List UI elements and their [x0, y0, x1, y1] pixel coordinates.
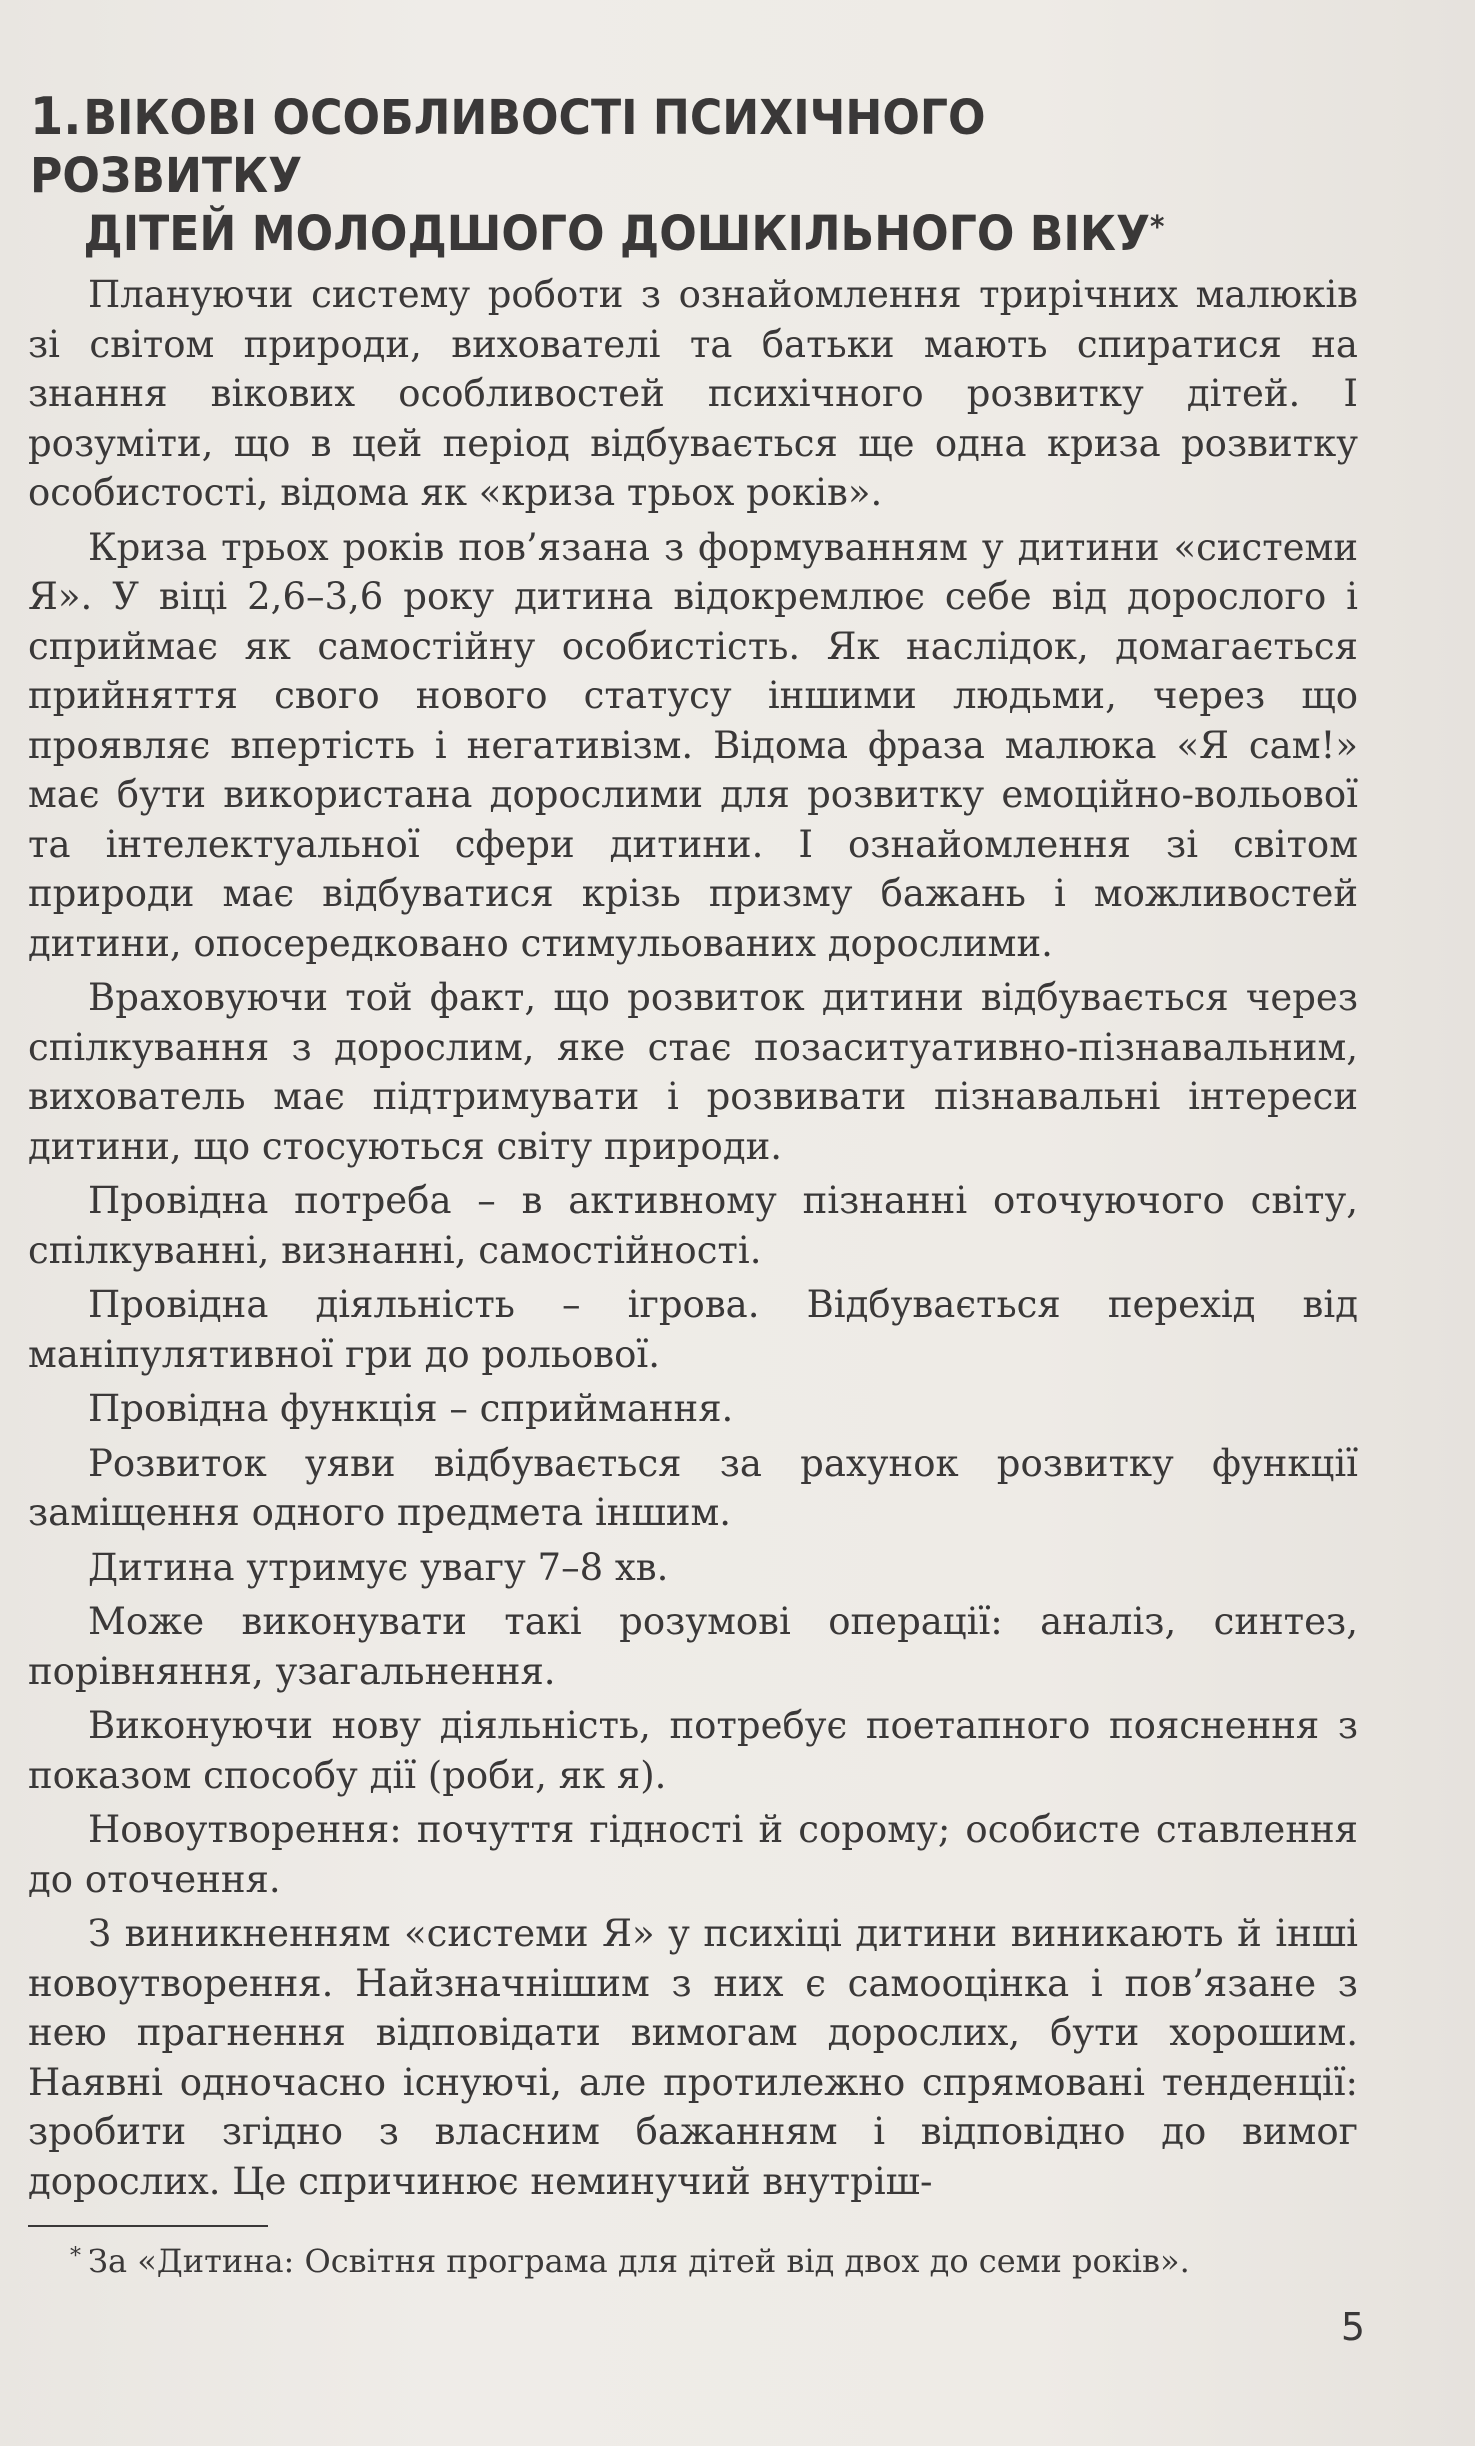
- footnote: [70, 2240, 1363, 2282]
- footnote-mark: *: [70, 2244, 81, 2269]
- paragraph-9: Може виконувати такі розумові операції: аналіз, синтез, порівняння, узагальнення.: [28, 1600, 1358, 1693]
- paragraph-7: Розвиток уяви відбувається за рахунок розвитку функції заміщення одного предмета іншим.: [28, 1441, 1358, 1534]
- heading-footnote-mark: *: [1149, 210, 1165, 245]
- body-text: [28, 270, 1358, 2211]
- paragraph-3: Враховуючи той факт, що розвиток дитини відбувається через спілкування з дорослим, яке стає позаситуативно-пізнавальним, вихователь має підтримувати і розвивати пізнавальні інтереси дитини, що стосуються світу природи.: [28, 976, 1358, 1168]
- chapter-number: 1.: [30, 87, 82, 147]
- page-number: 5: [1340, 2305, 1365, 2349]
- chapter-title-line-2: ДІТЕЙ МОЛОДШОГО ДОШКІЛЬНОГО ВІКУ: [83, 206, 1150, 262]
- paragraph-5: Провідна діяльність – ігрова. Відбувається перехід від маніпулятивної гри до рольової.: [28, 1283, 1358, 1376]
- paragraph-1: Плануючи систему роботи з ознайомлення трирічних малюків зі світом природи, вихователі та батьки мають спиратися на знання вікових особливостей психічного розвитку дітей. І розуміти, що в цей період відбувається ще одна криза розвитку особистості, відома як «криза трьох років».: [28, 273, 1358, 514]
- paragraph-10: Виконуючи нову діяльність, потребує поетапного пояснення з показом способу дії (роби, як я).: [28, 1704, 1358, 1797]
- paragraph-12: З виникненням «системи Я» у психіці дитини виникають й інші новоутворення. Найзначнішим з них є самооцінка і пов’язане з нею прагнення відповідати вимогам дорослих, бути хорошим. Наявні одночасно існуючі, але протилежно спрямовані тенденції: зробити згідно з власним бажанням і відповідно до вимог дорослих. Це спричинює неминучий внутріш-: [28, 1912, 1358, 2203]
- paragraph-6: Провідна функція – сприймання.: [88, 1387, 734, 1430]
- footnote-text: За «Дитина: Освітня програма для дітей від двох до семи років».: [88, 2242, 1190, 2280]
- chapter-heading: [30, 88, 1254, 263]
- footnote-divider: [28, 2225, 268, 2227]
- paragraph-4: Провідна потреба – в активному пізнанні оточуючого світу, спілкуванні, визнанні, самостійності.: [28, 1179, 1358, 1272]
- paragraph-8: Дитина утримує увагу 7–8 хв.: [88, 1545, 669, 1589]
- paragraph-2: Криза трьох років пов’язана з формуванням у дитини «системи Я». У віці 2,6–3,6 року дитина відокремлює себе від дорослого і сприймає як самостійну особистість. Як наслідок, домагається прийняття свого нового статусу іншими людьми, через що проявляє впертість і негативізм. Відома фраза малюка «Я сам!» має бути використана дорослими для розвитку емоційно-вольової та інтелектуальної сфери дитини. І ознайомлення зі світом природи має відбуватися крізь призму бажань і можливостей дитини, опосередковано стимульованих дорослими.: [28, 525, 1358, 965]
- chapter-title-line-1: ВІКОВІ ОСОБЛИВОСТІ ПСИХІЧНОГО РОЗВИТКУ: [30, 90, 986, 204]
- paragraph-11: Новоутворення: почуття гідності й сорому; особисте ставлення до оточення.: [28, 1808, 1358, 1901]
